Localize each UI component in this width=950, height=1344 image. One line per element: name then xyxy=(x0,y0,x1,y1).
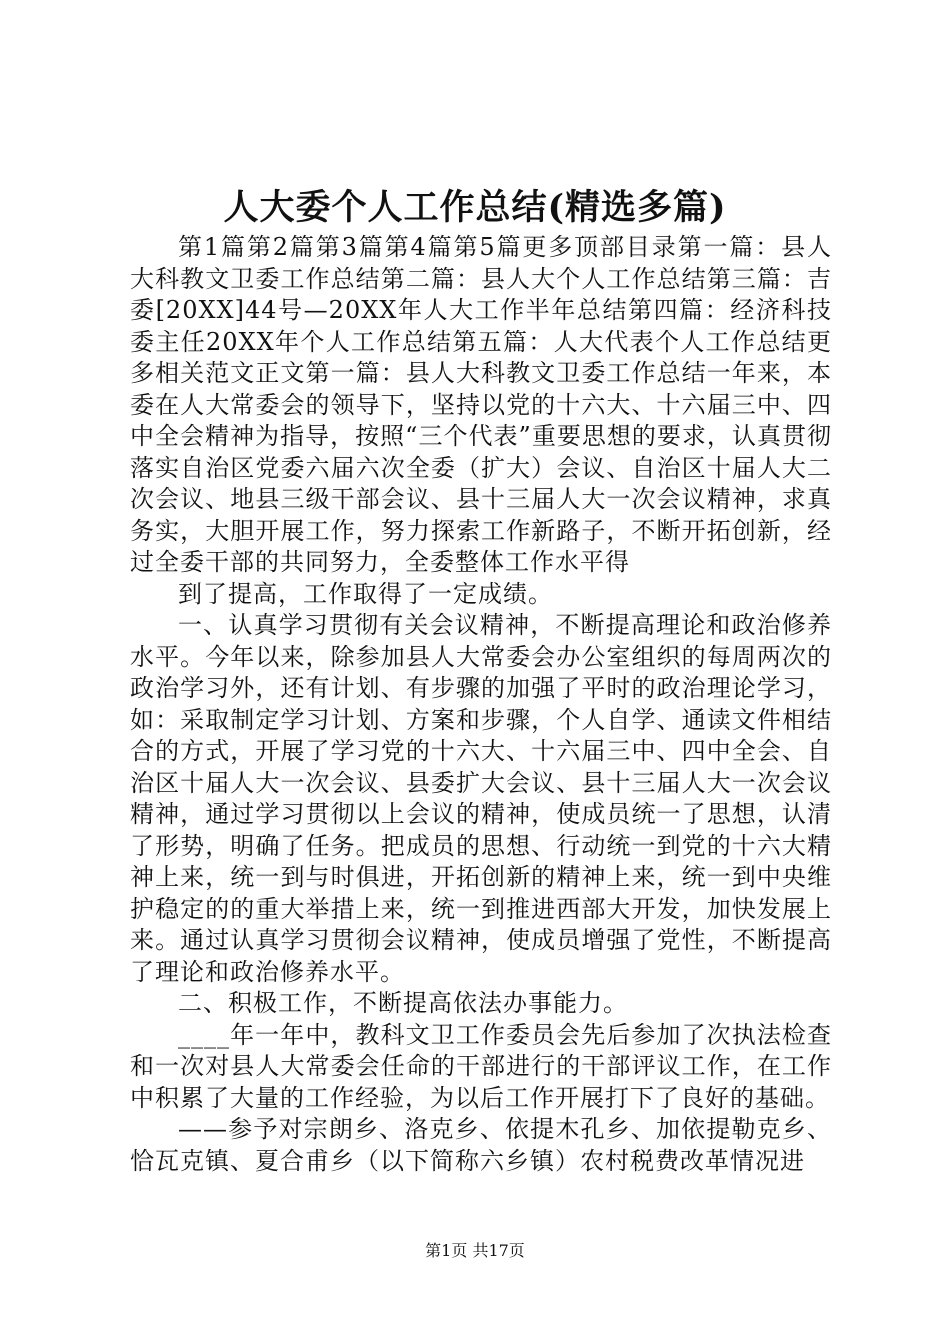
document-body xyxy=(130,232,832,1177)
paragraph-tax-reform: ——参予对宗朗乡、洛克乡、依提木孔乡、加依提勒克乡、恰瓦克镇、夏合甫乡（以下简称六乡镇）农村税费改革情况进 xyxy=(130,1115,832,1175)
page-footer: 第1页 共17页 xyxy=(425,1241,525,1260)
paragraph-section-one: 一、认真学习贯彻有关会议精神，不断提高理论和政治修养水平。今年以来，除参加县人大常委会办公室组织的每周两次的政治学习外，还有计划、有步骤的加强了平时的政治理论学习，如：采取制定学习计划、方案和步骤，个人自学、通读文件相结合的方式，开展了学习党的十六大、十六届三中、四中全会、自治区十届人大一次会议、县委扩大会议、县十三届人大一次会议精神，通过学习贯彻以上会议的精神，使成员统一了思想，认清了形势，明确了任务。把成员的思想、行动统一到党的十六大精神上来，统一到与时俱进，开拓创新的精神上来，统一到中央维护稳定的的重大举措上来，统一到推进西部大开发，加快发展上来。通过认真学习贯彻会议精神，使成员增强了党性，不断提高了理论和政治修养水平。 xyxy=(130,611,832,986)
document-title: 人大委个人工作总结(精选多篇) xyxy=(223,187,727,228)
paragraph-result: 到了提高，工作取得了一定成绩。 xyxy=(178,579,553,608)
paragraph-section-two: ____年一年中，教科文卫工作委员会先后参加了次执法检查和一次对县人大常委会任命的干部进行的干部评议工作，在工作中积累了大量的工作经验，为以后工作开展打下了良好的基础。 xyxy=(130,1020,832,1112)
paragraph-intro: 第1篇第2篇第3篇第4篇第5篇更多顶部目录第一篇：县人大科教文卫委工作总结第二篇：县人大个人工作总结第三篇：吉委[20XX]44号—20XX年人大工作半年总结第四篇：经济科技委主任20XX年个人工作总结第五篇：人大代表个人工作总结更多相关范文正文第一篇：县人大科教文卫委工作总结一年来，本委在人大常委会的领导下，坚持以党的十六大、十六届三中、四中全会精神为指导，按照“三个代表”重要思想的要求，认真贯彻落实自治区党委六届六次全委（扩大）会议、自治区十届人大二次会议、地县三级干部会议、县十三届人大一次会议精神，求真务实，大胆开展工作，努力探索工作新路子，不断开拓创新，经过全委干部的共同努力，全委整体工作水平得 xyxy=(130,233,832,576)
paragraph-section-two-heading: 二、积极工作，不断提高依法办事能力。 xyxy=(178,989,628,1017)
